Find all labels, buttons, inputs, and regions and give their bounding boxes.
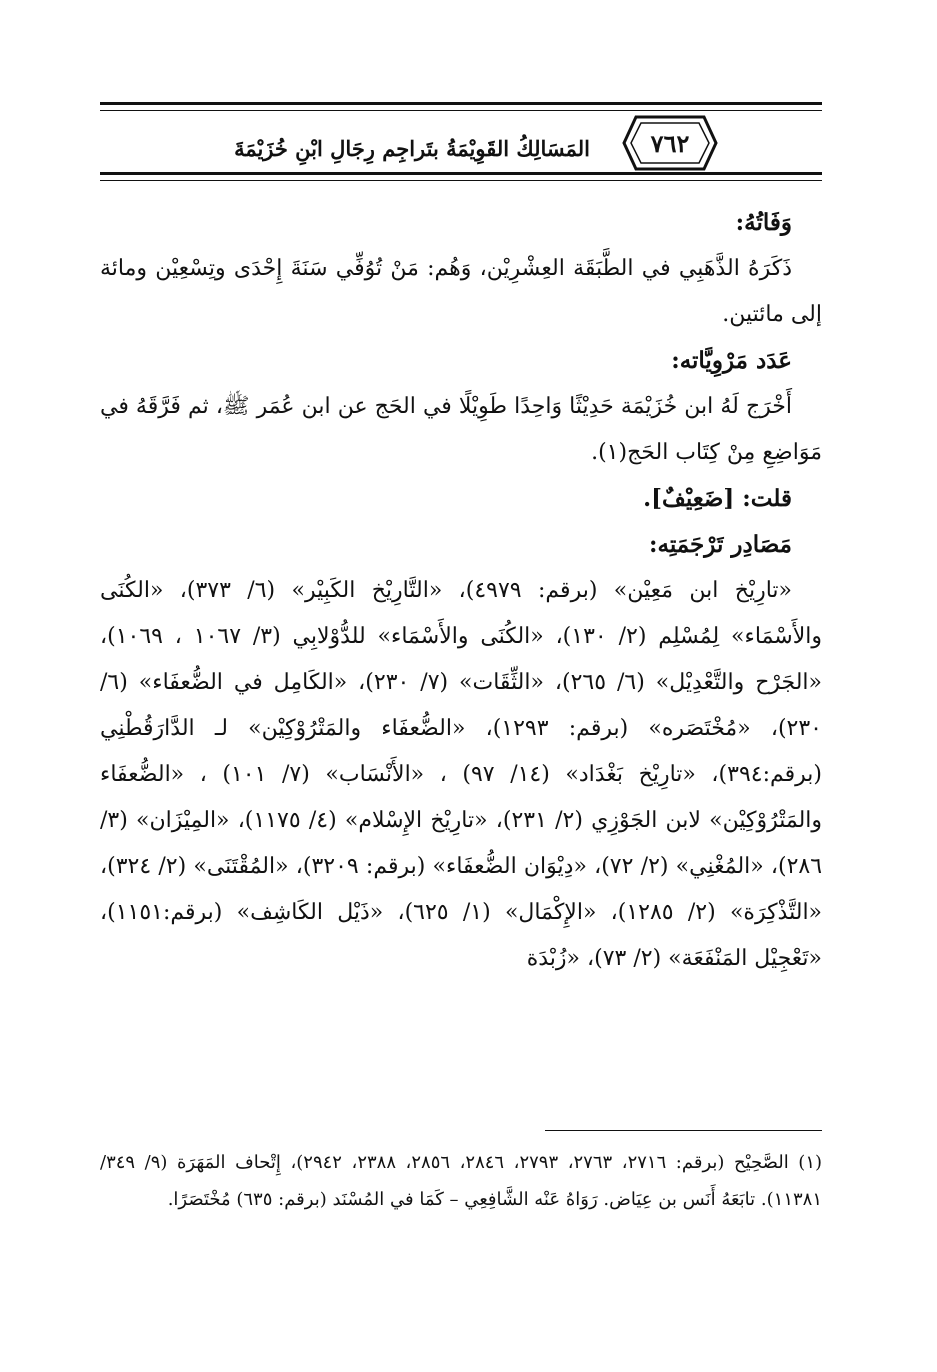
- footnote-1: (١) الصَّحِيْح (برقم: ٢٧١٦، ٢٧٦٣، ٢٧٩٣، ٢٨٤٦، ٢٨٥٦، ٢٣٨٨، ٢٩٤٢)، إِتْحاف المَهَرَة (٩/ ٣٤٩/ ١١٣٨١). تابَعَهُ أَنَس بن عِيَاض. رَوَاهُ عَنْه الشَّافِعِي – كَمَا في المُسْنَد (برقم: ٦٣٥) مُخْتَصَرًا.: [100, 1152, 823, 1210]
- page-header: [100, 96, 822, 196]
- heading-sources: مَصَادِر تَرْجَمَتِه:: [649, 531, 792, 558]
- heading-narrations: عَدَد مَرْوِيَّاته:: [671, 347, 792, 374]
- main-text: [100, 200, 822, 982]
- running-title: المَسَالِكُ القَوِيْمَةُ بتَراجِم رِجَالِ ابْنِ خُزَيْمَةَ: [234, 136, 590, 161]
- page-number: ٧٦٢: [650, 128, 690, 158]
- footnotes: [100, 1144, 822, 1218]
- heading-death: وَفَاتُهُ:: [735, 209, 792, 236]
- header-rule-bottom: [100, 172, 822, 175]
- paragraph-narrations: أَخْرَج لَهُ ابن خُزَيْمَة حَدِيْثًا وَاحِدًا طَوِيْلًا في الحَج عن ابن عُمَر ﷺ، ثم فَرَّقَهُ في مَوَاضِعِ مِنْ كِتَاب الحَج(١).: [100, 394, 822, 465]
- verdict: قلت: [ضَعِيْفٌ].: [643, 485, 792, 512]
- header-rule-bottom-thin: [100, 180, 822, 181]
- footnote-separator: [545, 1130, 822, 1131]
- header-rule-top: [100, 102, 822, 105]
- paragraph-death: ذَكَرَهُ الذَّهَبِي في الطَّبَقَة العِشْرِيْن، وَهُم: مَنْ تُوُفِّي سَنَةَ إِحْدَى وتِسْعِيْن ومائة إلى مائتين.: [100, 256, 822, 327]
- paragraph-sources: «تارِيْخ ابن مَعِيْن» (برقم: ٤٩٧٩)، «التَّارِيْخ الكَبِيْر» (٦/ ٣٧٣)، «الكُنَى والأَسْمَاء» لِمُسْلِم (٢/ ١٣٠)، «الكُنَى والأَسْمَاء» للدُّوْلابِي (٣/ ١٠٦٧ ، ١٠٦٩)، «الجَرْح والتَّعْدِيْل» (٦/ ٢٦٥)، «الثِّقَات» (٧/ ٢٣٠)، «الكَامِل في الضُّعفَاء» (٦/ ٢٣٠)، «مُخْتَصَره» (برقم: ١٢٩٣)، «الضُّعفَاء والمَتْرُوْكِيْن» لـ الدَّارَقُطْنِي (برقم:٣٩٤)، «تارِيْخ بَغْدَاد» (١٤/ ٩٧) ، «الأَنْسَاب» (٧/ ١٠١) ، «الضُّعفَاء والمَتْرُوْكِيْن» لابن الجَوْزِي (٢/ ٢٣١)، «تارِيْخ الإِسْلام» (٤/ ١١٧٥)، «المِيْزَان» (٣/ ٢٨٦)، «المُغْنِي» (٢/ ٧٢)، «دِيْوَان الضُّعفَاء» (برقم: ٣٢٠٩)، «المُقْتَنَى» (٢/ ٣٢٤)، «التَّذْكِرَة» (٢/ ١٢٨٥)، «الإِكْمَال» (١/ ٦٢٥)، «ذَيْل الكَاشِف» (برقم:١١٥١)، «تَعْجِيْل المَنْفَعَة» (٢/ ٧٣)، «زُبْدَة: [100, 578, 823, 971]
- header-rule-top-thin: [100, 110, 822, 111]
- page-number-badge: [622, 114, 718, 172]
